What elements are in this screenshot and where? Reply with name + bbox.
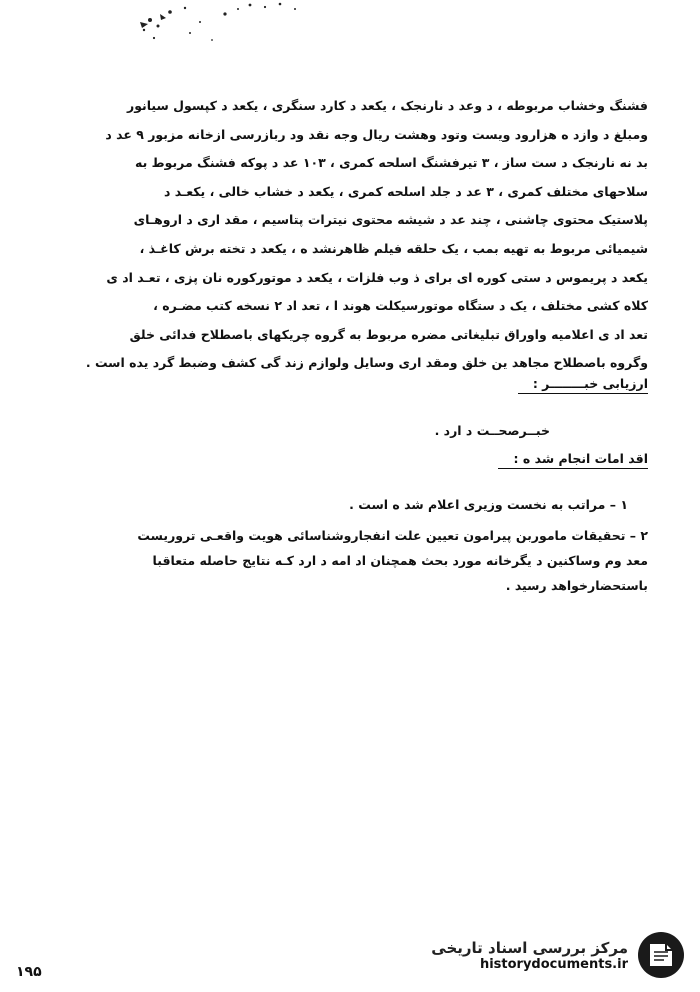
actions-list <box>128 492 648 598</box>
paragraph-line: کلاه کشی مختلف ، یک د ستگاه موتورسیکلت هوند ا ، تعد اد ۲ نسخه کتب مضـره ، <box>153 298 648 314</box>
watermark <box>406 930 686 980</box>
action-item: ۲ – تحقیقات ماموربن پیرامون تعیین علت انفجاروشناسائی هویت واقعـی تروریست معد وم وساکنین د یگرخانه مورد بحث همچنان اد امه د ارد کـه نتایج حاصله متعاقبا باستحضارخواهد رسید . <box>137 528 648 593</box>
watermark-url: historydocuments.ir <box>479 956 628 972</box>
page-number: ۱۹۵ <box>16 964 42 980</box>
heading-underline <box>518 393 648 394</box>
paragraph-line: ومبلغ د وازد ه هزارود ویست وتود وهشت ریال وجه نقد ود ربازرسی ازخانه مزبور ۹ عد د <box>105 126 648 142</box>
assessment-value: خبــرصحــت د ارد . <box>434 423 550 438</box>
assessment-heading <box>518 376 648 394</box>
paragraph-line: تعد اد ی اعلامیه واوراق تبلیغاتی مضره مربوط به گروه چریکهای باصطلاح فدائی خلق <box>129 326 648 342</box>
paragraph-line: شیمیائی مربوط به تهیه بمب ، یک حلقه فیلم ظاهرنشد ه ، یکعد د تخته برش کاغـذ ، <box>139 240 648 256</box>
paragraph-line: بد نه نارنجک د ست ساز ، ۳ تیرفشنگ اسلحه کمری ، ۱۰۳ عد د پوکه فشنگ مربوط به <box>135 155 648 171</box>
archive-logo-icon <box>636 930 686 980</box>
assessment-heading-text: ارزیابی خبــــــــر : <box>532 376 648 391</box>
main-paragraph <box>85 92 648 378</box>
paragraph-line: وگروه باصطلاح مجاهد ین خلق ومقد اری وسایل ولوازم زند گی کشف وضبط گرد یده است . <box>85 355 648 371</box>
action-item: ۱ – مراتب به نخست وزیری اعلام شد ه است . <box>349 497 628 512</box>
actions-heading-text: اقد امات انجام شد ه : <box>513 451 648 466</box>
watermark-org-name: مرکز بررسی اسناد تاریخی <box>431 938 628 957</box>
paragraph-line: یکعد د پریموس د ستی کوره ای برای ذ وب فلزات ، یکعد د موتورکوره نان پزی ، تعـد اد ی <box>106 269 648 285</box>
actions-heading <box>498 451 648 469</box>
paragraph-line: پلاستیک محتوی چاشنی ، چند عد د شیشه محتوی نیترات پتاسیم ، مقد اری د اروهـای <box>133 212 648 228</box>
paragraph-line: سلاحهای مختلف کمری ، ۳ عد د جلد اسلحه کمری ، یکعد د خشاب خالی ، یکعـد د <box>163 183 648 199</box>
heading-underline <box>498 468 648 469</box>
paragraph-line: فشنگ وخشاب مربوطه ، د وعد د نارنجک ، یکعد د کارد سنگری ، یکعد د کپسول سیانور <box>127 98 648 113</box>
scan-specks-decoration <box>130 0 310 50</box>
